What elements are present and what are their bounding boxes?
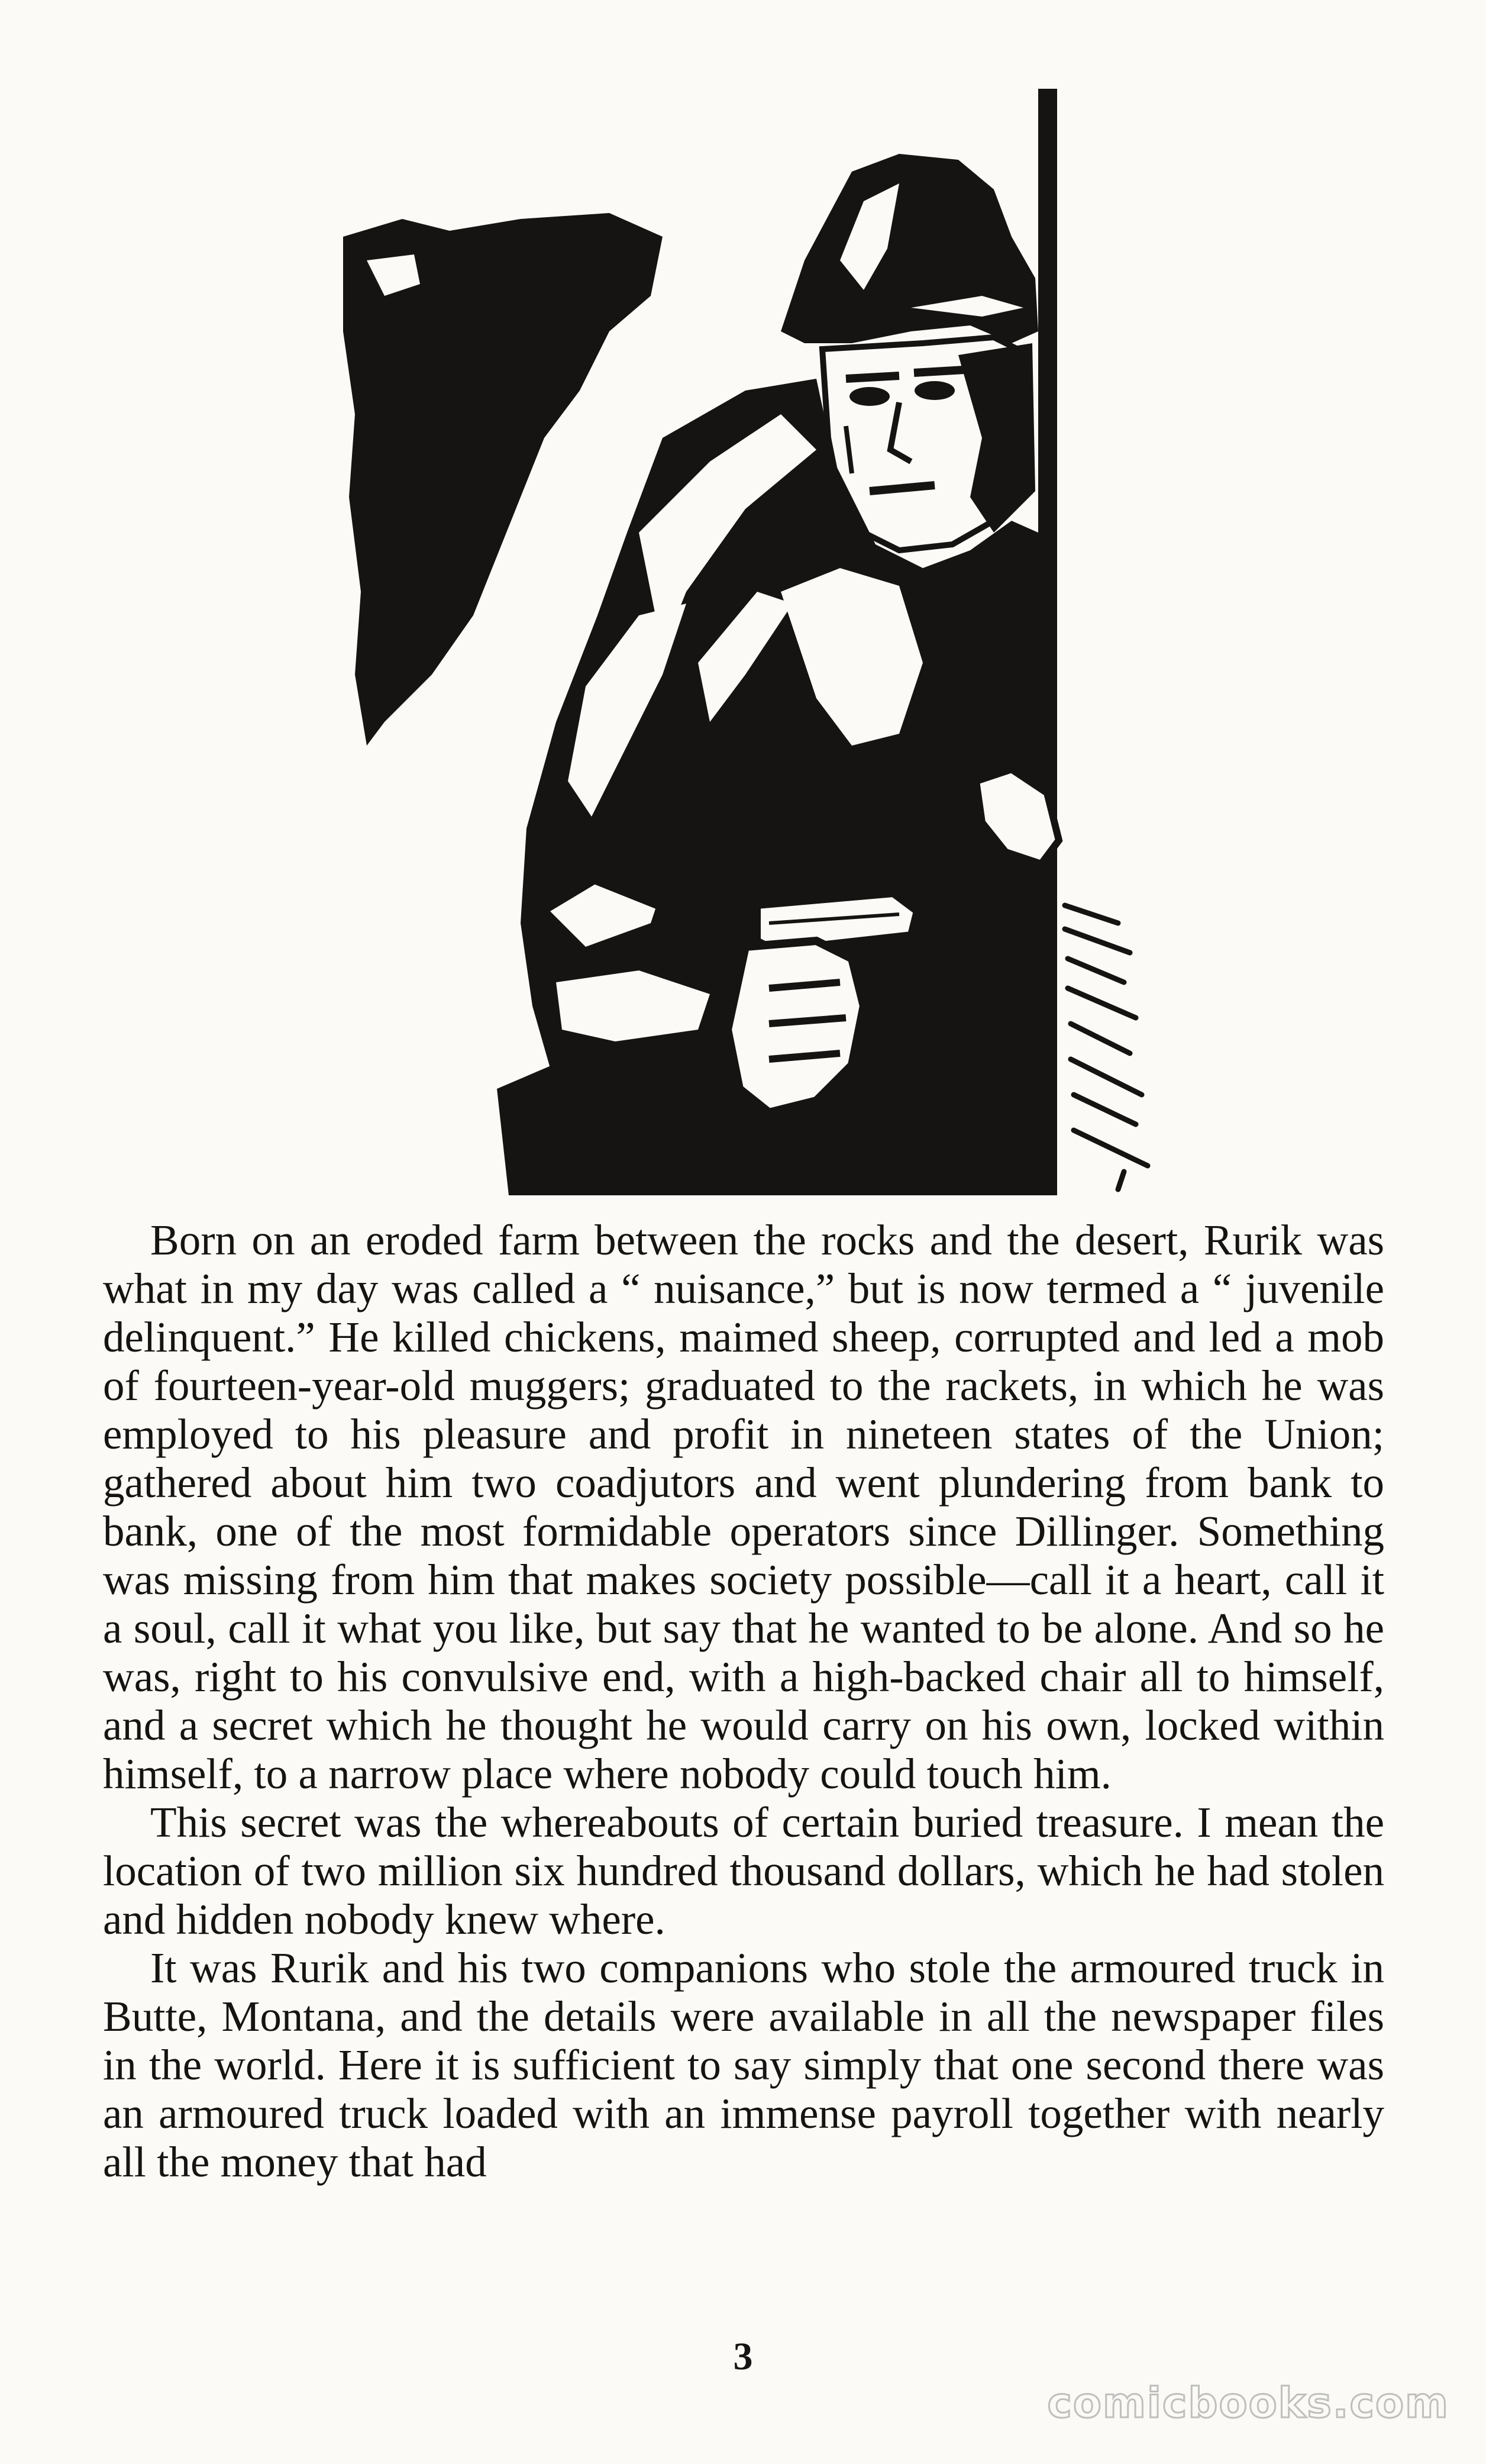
gangster-illustration: [331, 83, 1159, 1195]
paragraph-2: This secret was the whereabouts of certain buried treasure. I mean the location of two million six hundred thousand dollars, which he had stolen and hidden nobody knew where.: [103, 1798, 1384, 1943]
paragraph-3: It was Rurik and his two companions who stole the armoured truck in Butte, Montana, and the details were available in all the newspaper files in the world. Here it is sufficient to say simply that one second there was an armoured truck loaded with an immense payroll together with nearly all the money that had: [103, 1944, 1384, 2186]
page-number: 3: [733, 2335, 753, 2378]
paragraph-1: Born on an eroded farm between the rocks and the desert, Rurik was what in my day was called a “ nuisance,” but is now termed a “ juvenile delinquent.” He killed chickens, maimed sheep, corrupted and led a mob of fourteen-year-old muggers; graduated to the rackets, in which he was employed to his pleasure and profit in nineteen states of the Union; gathered about him two coadjutors and went plundering from bank to bank, one of the most formidable operators since Dillinger. Something was missing from him that makes society possible—call it a heart, call it a soul, call it what you like, but say that he wanted to be alone. And so he was, right to his convulsive end, with a high-backed chair all to himself, and a secret which he thought he would carry on his own, locked within himself, to a narrow place where nobody could touch him.: [103, 1216, 1384, 1798]
gangster-ink-drawing: [331, 83, 1159, 1195]
body-text: [103, 1216, 1384, 2186]
watermark: comicbooks.com: [1047, 2379, 1449, 2427]
